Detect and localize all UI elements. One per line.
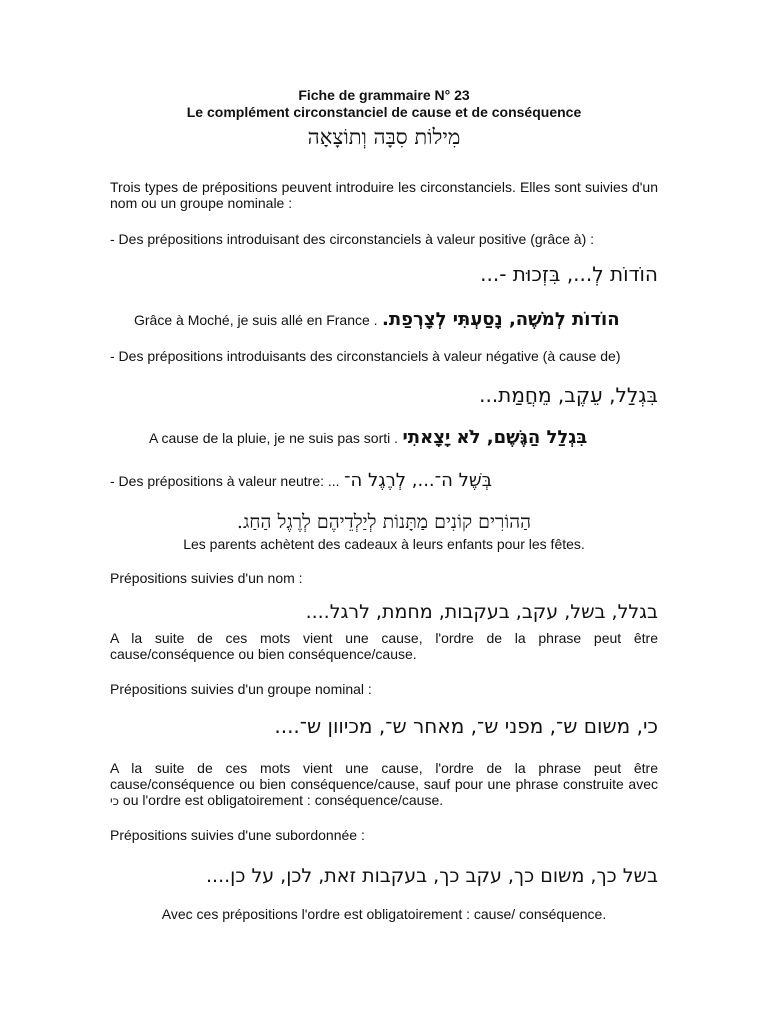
groupe-hebrew: כי, משום ש־, מפני ש־, מאחר ש־, מכיוון ש־.... (274, 714, 658, 738)
ki-hebrew: כי (110, 794, 120, 808)
neutral-example-he: הַהוֹרִים קוֹנִים מַתָּנוֹת לְיַלְדֵיהֶם לְרֶגֶל הַחַג. (236, 511, 532, 533)
nom-text: A la suite de ces mots vient une cause, l'ordre de la phrase peut être cause/conséquence ou bien conséquence/cause. (110, 630, 658, 662)
page-title: Fiche de grammaire N° 23 (298, 87, 470, 103)
neutral-hebrew: בְּשֶׁל ה־..., לְרֶגֶל ה־ (344, 470, 493, 491)
hebrew-title: מִילוֹת סִבָּה וְתוֹצָאָה (307, 125, 461, 149)
groupe-text-part1: A la suite de ces mots vient une cause, l'ordre de la phrase peut être cause/conséquence ou bien conséquence/cause, sauf pour une phrase construite avec (110, 760, 658, 792)
subordonnee-text: Avec ces prépositions l'ordre est obligatoirement : cause/ conséquence. (161, 906, 607, 922)
nom-hebrew: בגלל, בשל, עקב, בעקבות, מחמת, לרגל.... (305, 601, 658, 623)
groupe-text (110, 760, 658, 809)
negative-label: - Des prépositions introduisants des circonstanciels à valeur négative (à cause de) (110, 348, 621, 364)
positive-label: - Des prépositions introduisant des circonstanciels à valeur positive (grâce à) : (110, 231, 595, 247)
positive-hebrew: הוֹדוֹת לְ..., בִּזְכוּת -... (480, 262, 658, 286)
nom-label: Prépositions suivies d'un nom : (110, 570, 303, 586)
positive-example-fr: Grâce à Moché, je suis allé en France . (134, 312, 378, 328)
page-subtitle: Le complément circonstanciel de cause et de conséquence (186, 104, 582, 120)
groupe-label: Prépositions suivies d'un groupe nominal : (110, 681, 372, 697)
intro-paragraph: Trois types de prépositions peuvent introduire les circonstanciels. Elles sont suivies d'un nom ou un groupe nominale : (110, 179, 658, 211)
positive-example-he: הוֹדוֹת לְמֹשֶׁה, נָסַעְתִּי לְצָרְפַת. (382, 309, 620, 330)
neutral-label: - Des prépositions à valeur neutre: ... (110, 473, 340, 489)
negative-example-fr: A cause de la pluie, je ne suis pas sorti . (149, 430, 399, 446)
negative-hebrew: בִּגְלַל, עֵקֶב, מֵחֲמַת... (479, 383, 658, 407)
groupe-text-part2: ou l'ordre est obligatoirement : conséquence/cause. (122, 792, 444, 808)
subordonnee-hebrew: בשל כך, משום כך, עקב כך, בעקבות זאת, לכן, על כן.... (206, 865, 658, 887)
negative-example (149, 427, 587, 448)
neutral-line (110, 470, 492, 491)
subordonnee-label: Prépositions suivies d'une subordonnée : (110, 827, 365, 843)
negative-example-he: בִּגְלַל הַגֶּשֶׁם, לֹא יָצָאתִי (402, 427, 588, 448)
neutral-example-fr: Les parents achètent des cadeaux à leurs enfants pour les fêtes. (183, 536, 585, 552)
positive-example (134, 309, 620, 330)
